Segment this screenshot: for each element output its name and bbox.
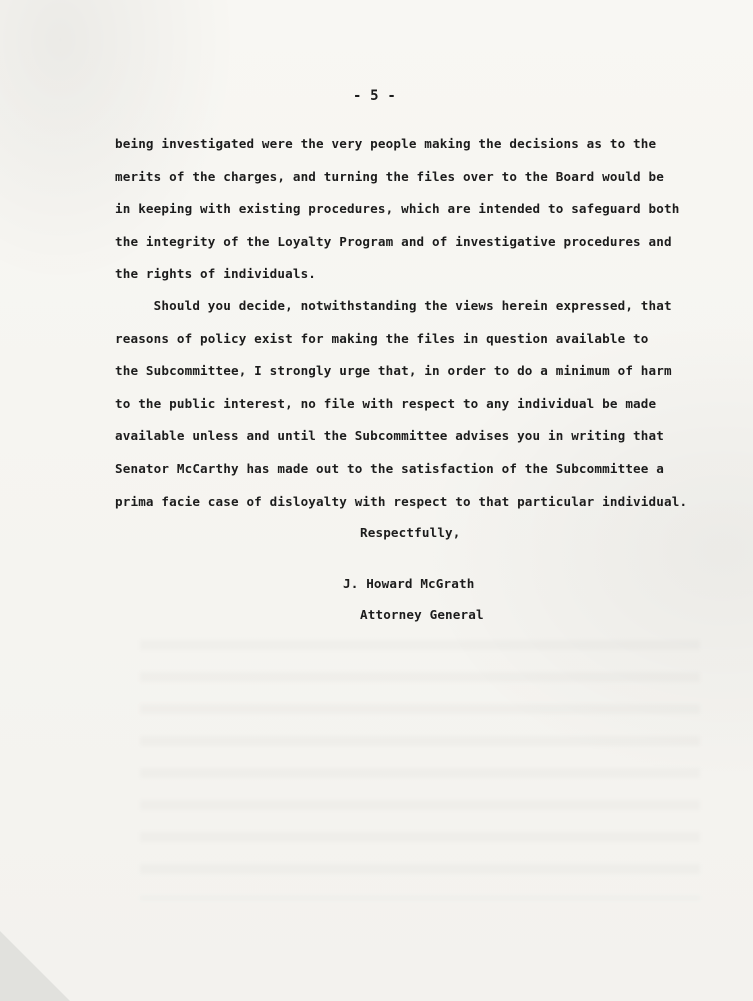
text-line: Should you decide, notwithstanding the views herein expressed, that <box>115 298 672 313</box>
text-line: the Subcommittee, I strongly urge that, in order to do a minimum of harm <box>115 363 672 379</box>
text-line: Senator McCarthy has made out to the satisfaction of the Subcommittee a <box>115 460 664 476</box>
text-line: the integrity of the Loyalty Program and of investigative procedures and <box>115 233 672 249</box>
closing: Respectfully, <box>360 525 461 540</box>
text-line: being investigated were the very people making the decisions as to the <box>115 136 657 151</box>
signature-title: Attorney General <box>360 607 484 622</box>
folded-corner <box>0 931 70 1001</box>
text-line: to the public interest, no file with respect to any individual be made <box>115 395 657 411</box>
paper-bleed-through <box>140 640 700 900</box>
text-line: available unless and until the Subcommittee advises you in writing that <box>115 428 664 444</box>
paragraph-2 <box>115 290 735 518</box>
text-line: prima facie case of disloyalty with respect to that particular individual. <box>115 493 688 509</box>
signature-name: J. Howard McGrath <box>343 576 475 591</box>
text-line: merits of the charges, and turning the files over to the Board would be <box>115 168 664 184</box>
text-line: reasons of policy exist for making the files in question available to <box>115 330 649 346</box>
text-line: the rights of individuals. <box>115 266 317 282</box>
paragraph-1 <box>115 128 735 291</box>
text-line: in keeping with existing procedures, which are intended to safeguard both <box>115 201 680 217</box>
page-number: - 5 - <box>353 88 396 104</box>
